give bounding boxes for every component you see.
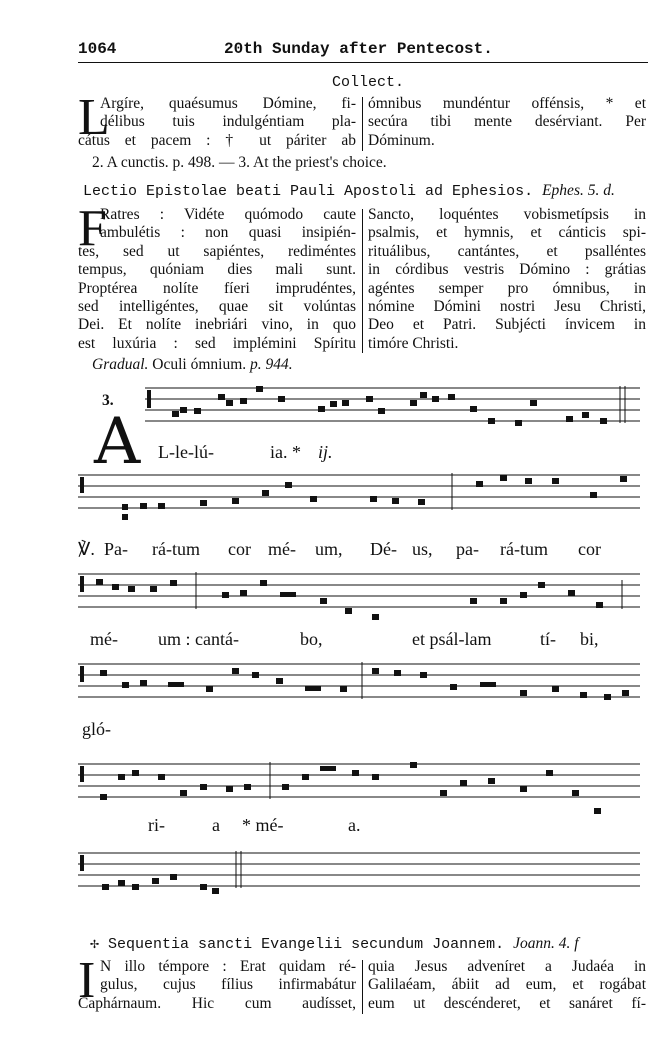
gospel-initial: I — [78, 952, 96, 1009]
collect-note: 2. A cunctis. p. 498. — 3. At the priest's choice. — [92, 154, 387, 171]
staff-lines-6 — [78, 851, 640, 888]
lyric-syllable: us, — [412, 539, 433, 559]
text-line: est luxúria : sed implémini Spíritu — [78, 334, 356, 352]
text-line: délibus tuis indulgéntiam pla- — [100, 113, 356, 131]
text-line: timóre Christi. — [368, 334, 459, 352]
lyric-syllable: cor — [578, 539, 601, 559]
lyric-syllable: et psál-lam — [412, 629, 492, 649]
running-title: 20th Sunday after Pentecost. — [224, 40, 493, 58]
text-line: sed intelligéntes, quae sit volúntas — [78, 298, 356, 316]
lyric-syllable: ri- — [148, 815, 165, 835]
text-line: eum ut descénderet, et sanáret fí- — [368, 994, 646, 1012]
lyric-syllable: ia. * — [270, 442, 301, 462]
column-divider — [362, 960, 363, 1014]
lyric-syllable: bo, — [300, 629, 323, 649]
gradual-text: Oculi ómnium. — [152, 356, 247, 373]
text-line: ómnibus mundéntur offénsis, * et — [368, 95, 646, 112]
lyric-syllable: um : cantá- — [158, 629, 239, 649]
alleluia-initial: A — [94, 405, 141, 479]
collect-heading: Collect. — [332, 74, 405, 91]
lyric-syllable: rá-tum — [500, 539, 548, 559]
lyric-syllable: mé- — [90, 629, 118, 649]
text-line: rituálibus, cantántes, et psalléntes — [368, 242, 646, 260]
text-line: secúra tibi mente desérviant. Per — [368, 113, 646, 131]
text-line: in córdibus vestris Dómino : grátias — [368, 261, 646, 279]
chant-mode: 3. — [102, 392, 114, 409]
gospel-heading: Sequentia sancti Evangelii secundum Joannem. — [108, 936, 505, 953]
neumes-3 — [80, 576, 603, 620]
lyric-syllable: * mé- — [242, 815, 284, 835]
staff-lines-5 — [78, 762, 640, 799]
text-line: nómine Dómini nostri Jesu Christi, — [368, 298, 646, 316]
text-line: Caphárnaum. Hic cum audísset, — [78, 994, 356, 1012]
gospel-cross-icon: ✢ — [90, 936, 100, 953]
text-line: Deo et Patri. Subjécti ínvicem in — [368, 316, 646, 334]
text-line: Sancto, loquéntes vobismetípsis in — [368, 206, 646, 223]
gradual-page-ref: p. 944. — [250, 356, 293, 373]
lyric-syllable: bi, — [580, 629, 599, 649]
text-line: cátus et pacem : † ut páriter ab — [78, 131, 356, 149]
lyric-syllable: Pa- — [104, 539, 128, 559]
text-line: ambulétis : non quasi insipién- — [100, 224, 356, 242]
lyric-syllable: mé- — [268, 539, 296, 559]
epistle-reference: Ephes. 5. d. — [542, 182, 615, 199]
gradual-label: Gradual. — [92, 356, 149, 373]
lyric-syllable: a — [212, 815, 220, 835]
text-line: gulus, cujus fílius infirmabátur — [100, 976, 356, 994]
epistle-initial: F — [78, 200, 107, 257]
text-line: Dei. Et nolíte inebriári vino, in quo — [78, 316, 356, 334]
text-line: Proptérea nolíte fíeri imprudéntes, — [78, 279, 356, 297]
text-line: tes, sed ut sapiéntes, rediméntes — [78, 242, 356, 260]
staff-lines-3 — [78, 572, 640, 609]
text-line: psalmis, et hymnis, et cánticis spi- — [368, 224, 646, 242]
lyric-syllable: Dé- — [370, 539, 397, 559]
text-line: Argíre, quaésumus Dómine, fi- — [100, 95, 356, 112]
text-line: tempus, quóniam dies mali sunt. — [78, 261, 356, 279]
gospel-heading-line — [90, 934, 579, 953]
lyric-syllable: ij. — [318, 442, 333, 462]
neumes-5 — [80, 762, 601, 814]
text-line: Ratres : Vidéte quómodo caute — [100, 206, 356, 223]
gospel-right-column — [368, 958, 646, 1013]
gospel-left-column — [78, 952, 356, 1013]
lyric-syllable: gló- — [82, 719, 111, 739]
neumes-1 — [147, 386, 607, 426]
lyric-syllable: a. — [348, 815, 361, 835]
epistle-heading: Lectio Epistolae beati Pauli Apostoli ad Ephesios. — [83, 183, 534, 200]
lyric-syllable: pa- — [456, 539, 479, 559]
text-line: agéntes semper pro ómnibus, in — [368, 279, 646, 297]
page-number: 1064 — [78, 40, 117, 58]
text-line: Dóminum. — [368, 131, 435, 149]
lyric-syllable: tí- — [540, 629, 556, 649]
staff-lines-1 — [145, 386, 640, 423]
collect-initial: L — [78, 89, 110, 146]
text-line: quia Jesus adveníret a Judaéa in — [368, 958, 646, 975]
text-line: Galilaéam, ábiit ad eum, et rogábat — [368, 976, 646, 994]
lyric-syllable: cor — [228, 539, 251, 559]
lyric-syllable: L-le-lú- — [158, 442, 214, 462]
neumes-4 — [80, 666, 629, 700]
verse-sign: ℣. — [78, 539, 95, 559]
lyric-syllable: rá-tum — [152, 539, 200, 559]
text-line: N illo témpore : Erat quidam ré- — [100, 958, 356, 975]
staff-lines-4 — [78, 662, 640, 699]
lyric-syllable: um, — [315, 539, 343, 559]
gospel-reference: Joann. 4. f — [513, 935, 579, 952]
